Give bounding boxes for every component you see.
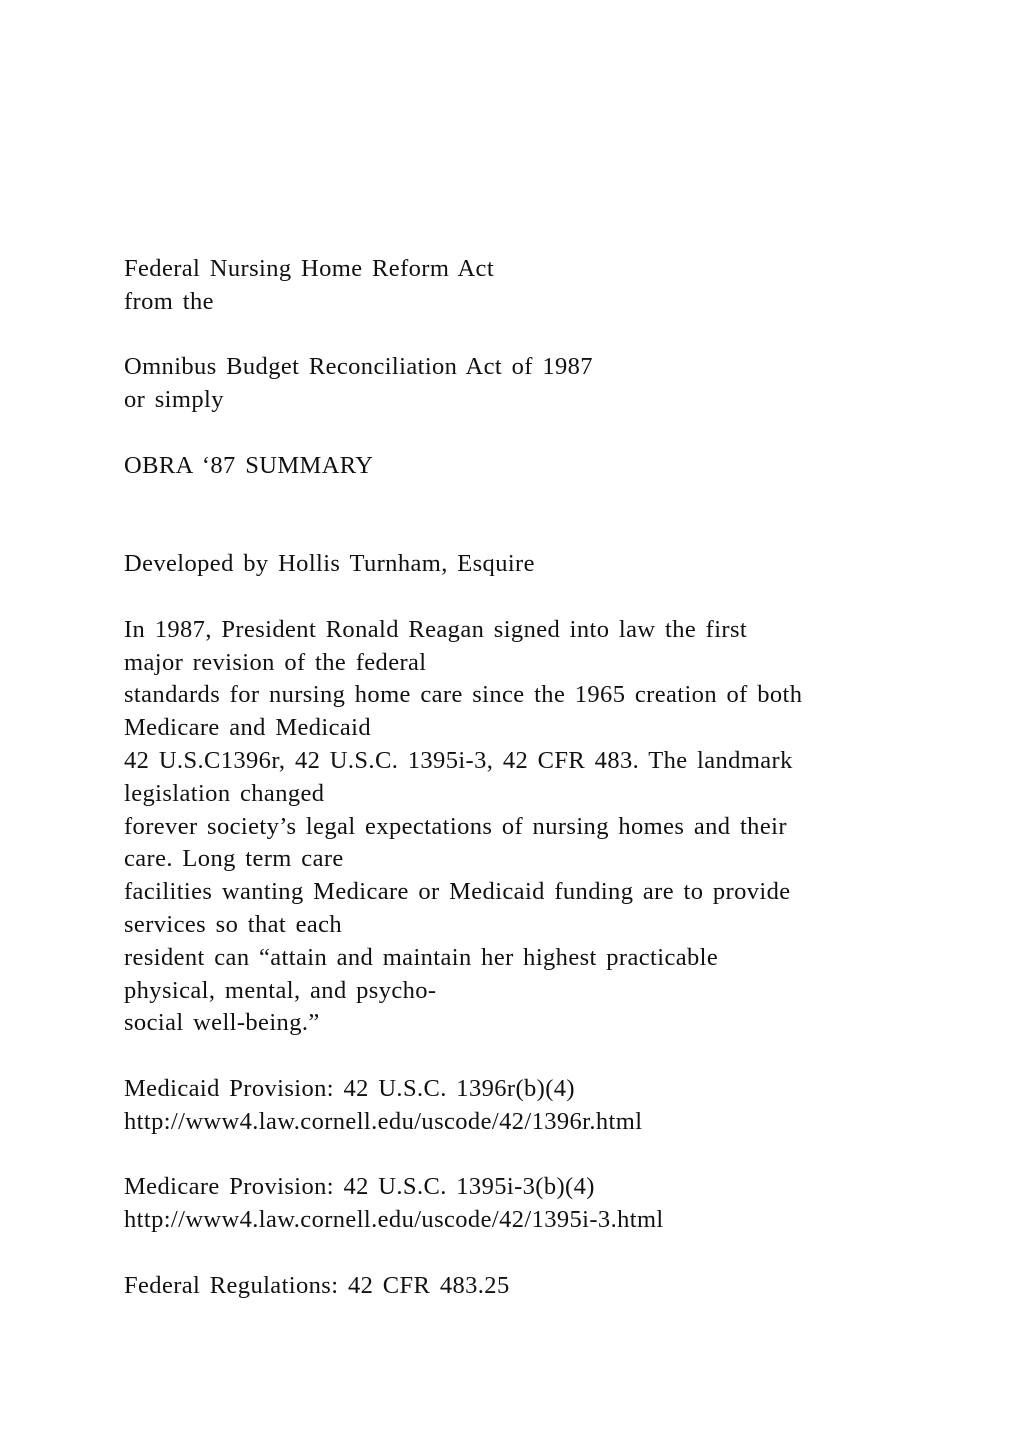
body-line: forever society’s legal expectations of nursing homes and their	[124, 812, 787, 840]
body-line: major revision of the federal	[124, 648, 427, 676]
medicare-url: http://www4.law.cornell.edu/uscode/42/1395i-3.html	[124, 1206, 664, 1234]
body-line: legislation changed	[124, 779, 325, 807]
title-line-1: Federal Nursing Home Reform Act	[124, 255, 495, 282]
author-line: Developed by Hollis Turnham, Esquire	[124, 550, 535, 578]
body-line: physical, mental, and psycho-	[124, 976, 437, 1004]
body-line: standards for nursing home care since the 1965 creation of both	[124, 681, 803, 709]
title-line-4: or simply	[124, 386, 224, 414]
body-line: social well-being.”	[124, 1009, 320, 1037]
body-line: 42 U.S.C1396r, 42 U.S.C. 1395i-3, 42 CFR 483. The landmark	[124, 746, 793, 774]
medicaid-provision: Medicaid Provision: 42 U.S.C. 1396r(b)(4)	[124, 1074, 575, 1102]
body-line: Medicare and Medicaid	[124, 714, 372, 742]
title-line-3: Omnibus Budget Reconciliation Act of 1987	[124, 353, 593, 381]
medicare-provision: Medicare Provision: 42 U.S.C. 1395i-3(b)(4)	[124, 1173, 595, 1201]
summary-heading: OBRA ‘87 SUMMARY	[124, 451, 374, 479]
title-line-2: from the	[124, 287, 214, 315]
document-body	[124, 253, 904, 1303]
federal-regulations: Federal Regulations: 42 CFR 483.25	[124, 1271, 510, 1299]
body-line: In 1987, President Ronald Reagan signed into law the first	[124, 615, 748, 643]
body-line: resident can “attain and maintain her highest practicable	[124, 943, 719, 971]
medicaid-url: http://www4.law.cornell.edu/uscode/42/1396r.html	[124, 1107, 643, 1135]
body-line: services so that each	[124, 910, 343, 938]
body-line: care. Long term care	[124, 845, 344, 873]
body-line: facilities wanting Medicare or Medicaid funding are to provide	[124, 878, 791, 906]
